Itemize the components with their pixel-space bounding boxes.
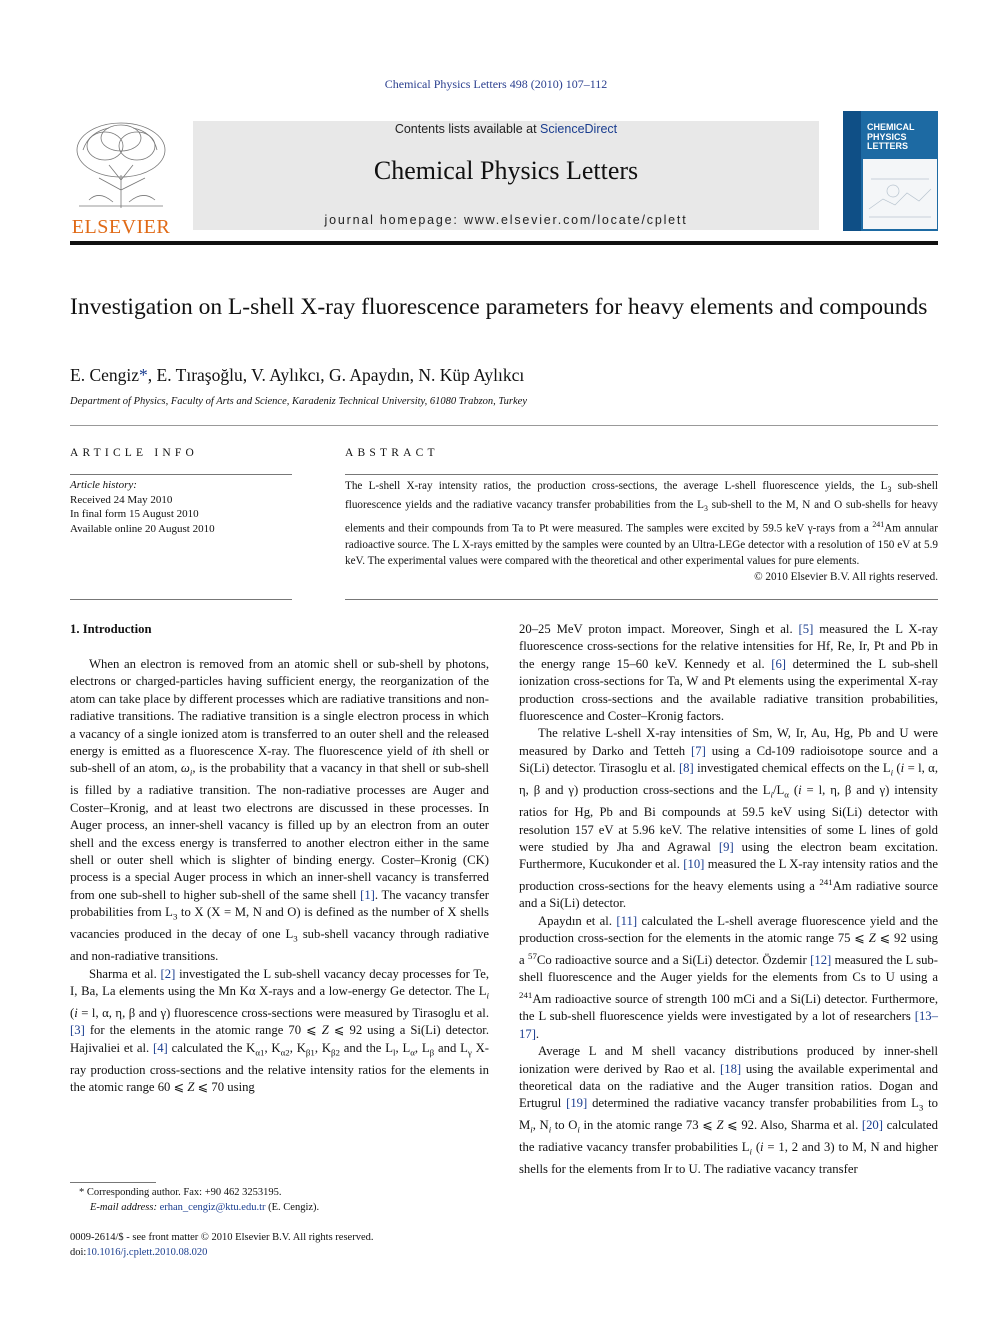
author-others: , E. Tıraşoğlu, V. Aylıkcı, G. Apaydın, N. Küp Aylıkcı (147, 365, 525, 385)
article-title: Investigation on L-shell X-ray fluorescence parameters for heavy elements and compounds (70, 294, 928, 320)
cover-plot-icon (863, 159, 937, 229)
body-column-right: 20–25 MeV proton impact. Moreover, Singh et al. [5] measured the L X-ray fluorescence cross-sections for the relative intensities for Hf, Re, Ir, Pt and Pb in the energy range 15–60 keV. Kennedy et al. [6] determined the L sub-shell ionization cross-sections for Ta, W and Pt elements using the experimental X-ray production cross-sections and the available radiative transition probabilities, fluorescence and Coster–Kronig factors. The relative L-shell X-ray intensities of Sm, W, Ir, Au, Hg, Pb and U were measured by Darko and Tetteh [7] using a Cd-109 radioisotope source and a Si(Li) detector. Tirasoglu et al. [8] investigated chemical effects on the $L_i$ (i = l, α, η, β and γ) production cross-sections and the $L_i/L_\alpha$ (i = l, η, β and γ) intensity ratios for Hg, Pb and Bi compounds at 59.5 keV using Si(Li) detector with resolution 157 eV at 5.96 keV. The relative intensities of some L lines of gold were studied by Jha and Agrawal [9] using the electron beam excitation. Furthermore, Kucukonder et al. [10] measured the L X-ray intensity ratios and the production cross-sections for the heavy elements using a $^{241}$Am radiative source and a Si(Li) detector. Apaydın et al. [11] calculated the L-shell average fluorescence yield and the production cross-section for the elements in the atomic range 75 ⩽ Z ⩽ 92 using a $^{57}$Co radioactive source and a Si(Li) detector. Özdemir [12] measured the L sub-shell fluorescence and the Auger yields for the elements from Cs to U using a $^{241}$Am radioactive source of strength 100 mCi and a Si(Li) detector. Furthermore, the L sub-shell fluorescence yields were investigated by a lot of researchers [13–17]. Average L and M shell vacancy distributions produced by inner-shell ionization were derived by Rao et al. [18] using the available experimental and theoretical data on the radiative and the Auger transition ratios. Dogan and Ertugrul [19] determined the radiative vacancy transfer probabilities from $L_3$ to $M_i$, $N_i$ to $O_i$ in the atomic range 73 ⩽ Z ⩽ 92. Also, Sharma et al. [20] calculated the radiative vacancy transfer probabilities $L_i$ (i = 1, 2 and 3) to M, N and higher shells for the elements from Ir to U. The radiative vacancy transfer (519, 622, 939, 1177)
online-date: Available online 20 August 2010 (70, 522, 215, 535)
email-link[interactable]: erhan_cengiz@ktu.edu.tr (159, 1201, 266, 1213)
article-info-heading: ARTICLE INFO (70, 447, 198, 459)
footnote (70, 1186, 490, 1215)
divider (345, 599, 938, 600)
journal-homepage[interactable]: journal homepage: www.elsevier.com/locate/cplett (324, 213, 688, 227)
corresponding-author-note: * Corresponding author. Fax: +90 462 3253195. (79, 1187, 282, 1198)
copyright: © 2010 Elsevier B.V. All rights reserved. (754, 570, 938, 583)
footnote-rule (70, 1182, 156, 1183)
divider (70, 425, 938, 426)
divider (70, 474, 292, 475)
front-matter-footer (70, 1231, 490, 1260)
body-column-left: 1. Introduction When an electron is removed from an atomic shell or sub-shell by photons, electrons or charged-particles having sufficient energy, the reorganization of the atom can take place by different processes which are radiative transitions and non-radiative transitions. The radiative transition is a single electron process in which a vacancy of a single ionized atom is transferred to an outer shell and the released energy is emitted as a fluorescence X-ray. The fluorescence yield of ith shell or sub-shell of an atom, $\omega_i$, is the probability that a vacancy in that shell or sub-shell is filled by a radiative transition. The non-radiative processes are Auger and Coster–Kronig, and at least two electrons are discussed in these processes. In Auger process, an inner-shell vacancy is filled up by an electron from an outer shell and the excess energy is transferred to another electron either in the same shell or outer shell which is slighter of binding energy. Coster–Kronig (CK) process is a special Auger process in which an inner-shell vacancy is transferred from one sub-shell to higher sub-shell of the same shell [1]. The vacancy transfer probabilities from $L_3$ to X (X = M, N and O) is defined as the number of X shells vacancies produced in the decay of one $L_3$ sub-shell vacancy through radiative and non-radiative transitions. Sharma et al. [2] investigated the L sub-shell vacancy decay processes for Te, I, Ba, La elements using the Mn Kα X-rays and a low-energy Ge detector. The $L_i$ (i = l, α, η, β and γ) fluorescence cross-sections were measured by Tirasoglu et al. [3] for the elements in the atomic range 70 ⩽ Z ⩽ 92 using a Si(Li) detector. Hajivaliei et al. [4] calculated the $K_{\alpha 1}$, $K_{\alpha 2}$, $K_{\beta 1}$, $K_{\beta 2}$ and the $L_l$, $L_\alpha$, $L_\beta$ and $L_\gamma$ X-ray production cross-sections and the relative intensity ratios for the elements in the atomic range 60 ⩽ Z ⩽ 70 using (70, 622, 489, 1094)
author-list (70, 365, 524, 386)
elsevier-logo (69, 120, 173, 238)
journal-cover[interactable] (843, 111, 938, 231)
issn-line: 0009-2614/$ - see front matter © 2010 Elsevier B.V. All rights reserved. (70, 1232, 374, 1243)
contents-prefix: Contents lists available at (394, 122, 541, 136)
abstract-heading: ABSTRACT (345, 447, 439, 459)
received-date: Received 24 May 2010 (70, 493, 173, 506)
doi-link[interactable]: 10.1016/j.cplett.2010.08.020 (86, 1246, 208, 1258)
elsevier-tree-icon (69, 120, 173, 210)
cover-title (867, 123, 915, 152)
cover-title-line: CHEMICAL (867, 122, 915, 132)
divider (345, 474, 938, 475)
contents-availability (193, 122, 819, 136)
cover-graphic (863, 159, 937, 229)
cover-title-line: PHYSICS (867, 131, 907, 142)
journal-citation[interactable]: Chemical Physics Letters 498 (2010) 107–112 (384, 77, 608, 91)
section-heading: 1. Introduction (70, 622, 152, 636)
author-corresponding: E. Cengiz (70, 365, 140, 385)
sciencedirect-link[interactable]: ScienceDirect (540, 122, 618, 136)
affiliation: Department of Physics, Faculty of Arts and Science, Karadeniz Technical University, 61080 Trabzon, Turkey (70, 396, 527, 407)
doi-line (70, 1246, 490, 1261)
header-rule (70, 241, 938, 245)
abstract-text: The L-shell X-ray intensity ratios, the production cross-sections, the average L-shell fluorescence yields, the $L_3$ sub-shell fluorescence yields and the radiative vacancy transfer probabilities from the $L_3$ sub-shell to the M, N and O sub-shells for heavy elements and their compounds from Ta to Pt were measured. The samples were excited by 59.5 keV γ-rays from a $^{241}$Am annular radioactive source. The L X-rays emitted by the samples were counted by an Ultra-LEGe detector with a resolution of 150 eV at 5.9 keV. The experimental values were compared with the theoretical and other experimental values for pure elements. © 2010 Elsevier B.V. All rights reserved. (345, 479, 938, 586)
cover-title-line: LETTERS (867, 141, 909, 151)
history-label: Article history: (70, 479, 137, 491)
article-history (70, 478, 292, 536)
journal-banner (193, 121, 819, 230)
publisher-wordmark: ELSEVIER (71, 216, 171, 238)
email-line (70, 1201, 490, 1216)
divider (70, 599, 292, 600)
doi-label: doi: (70, 1246, 87, 1258)
corresponding-author-marker[interactable]: * (139, 365, 148, 385)
email-suffix: (E. Cengiz). (265, 1201, 320, 1213)
revised-date: In final form 15 August 2010 (70, 508, 199, 520)
email-label: E-mail address: (90, 1201, 160, 1213)
journal-name: Chemical Physics Letters (373, 156, 639, 185)
cover-strip (843, 111, 861, 231)
